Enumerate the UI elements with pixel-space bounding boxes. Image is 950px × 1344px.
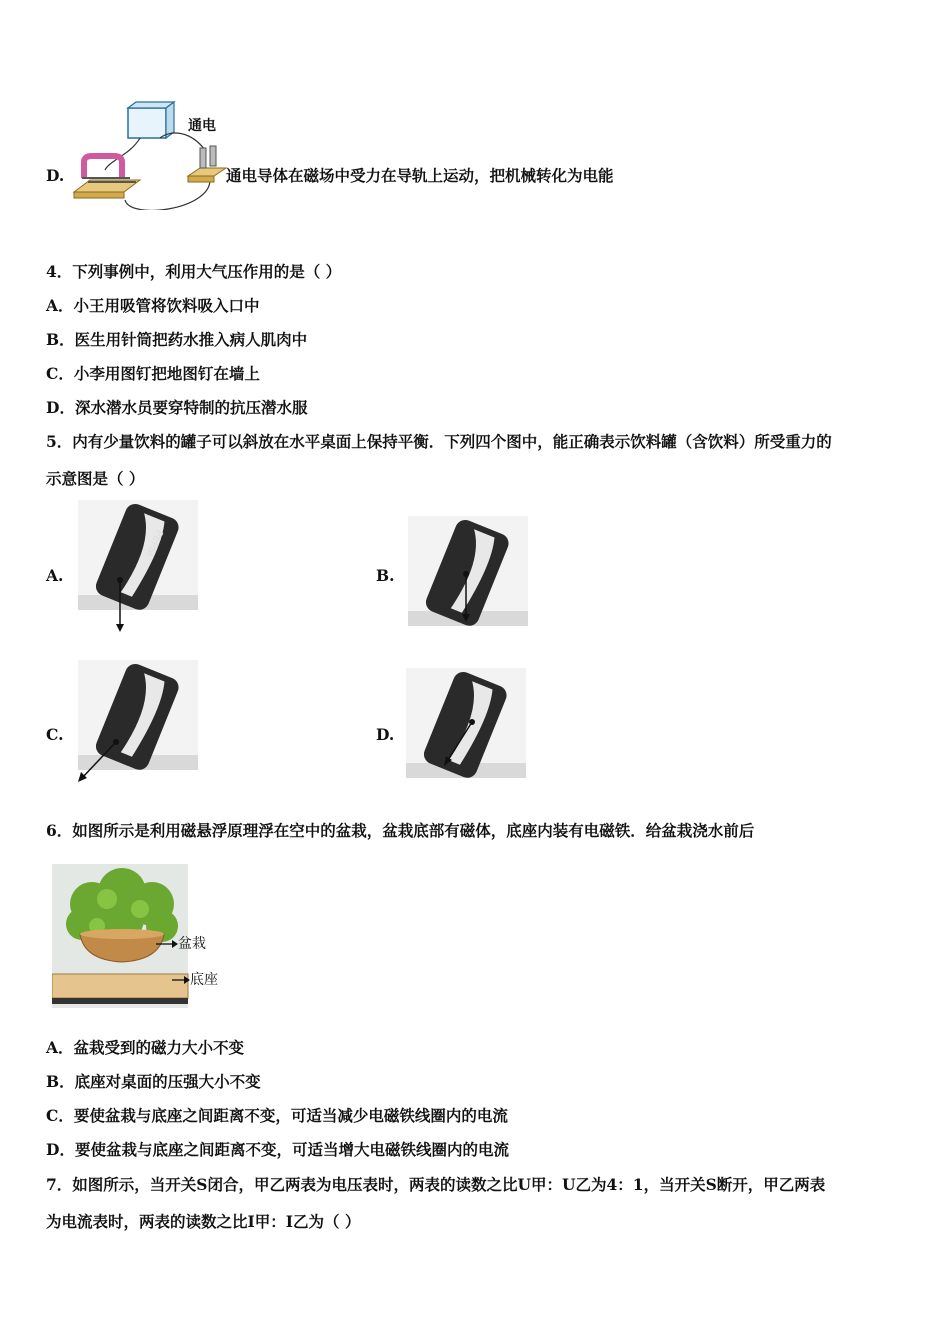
- q6-label-base: 底座: [190, 972, 218, 988]
- q7-stem-line1: 7．如图所示，当开关S闭合，甲乙两表为电压表时，两表的读数之比U甲：U乙为4：1，当开关S断开，甲乙两表: [46, 1175, 826, 1194]
- option-letter: A．: [46, 296, 74, 315]
- q3-figure-label: 通电: [188, 118, 216, 134]
- q5-option-b-label: B.: [376, 566, 395, 585]
- q6-plant-figure: [52, 864, 232, 1010]
- option-text: 要使盆栽与底座之间距离不变，可适当增大电磁铁线圈内的电流: [74, 1140, 509, 1159]
- option-text: 深水潜水员要穿特制的抗压潜水服: [74, 398, 308, 417]
- q5-option-d-label: D.: [376, 725, 395, 744]
- q3-option-d-letter: D.: [46, 166, 65, 185]
- q5-stem-line1: 5．内有少量饮料的罐子可以斜放在水平桌面上保持平衡．下列四个图中，能正确表示饮料罐（含饮料）所受重力的: [46, 432, 832, 451]
- q4-option-a: [46, 296, 260, 316]
- q3-apparatus-figure: [70, 100, 230, 210]
- option-letter: B．: [46, 1072, 75, 1091]
- q6-option-c: [46, 1106, 508, 1126]
- option-letter: D．: [46, 1140, 75, 1159]
- q4-option-d: [46, 398, 307, 418]
- option-letter: C．: [46, 364, 74, 383]
- q5-stem-line2: 示意图是（ ）: [46, 469, 145, 488]
- q5-can-image-d: [406, 668, 528, 780]
- q6-label-pot: 盆栽: [178, 936, 206, 952]
- option-letter: D．: [46, 398, 75, 417]
- q6-option-d: [46, 1140, 509, 1160]
- option-text: 底座对桌面的压强大小不变: [74, 1072, 261, 1091]
- q5-can-image-a: [78, 500, 200, 635]
- q3-option-d-text: 通电导体在磁场中受力在导轨上运动，把机械转化为电能: [226, 166, 614, 185]
- q5-option-c-label: C.: [46, 725, 64, 744]
- q5-option-a-label: A.: [46, 566, 64, 585]
- q7-stem-line2: 为电流表时，两表的读数之比I甲：I乙为（ ）: [46, 1212, 361, 1231]
- option-text: 小李用图钉把地图钉在墙上: [73, 364, 260, 383]
- q4-option-b: [46, 330, 307, 350]
- option-letter: C．: [46, 1106, 74, 1125]
- option-text: 盆栽受到的磁力大小不变: [73, 1038, 245, 1057]
- option-letter: B．: [46, 330, 75, 349]
- q5-can-image-c: [76, 660, 200, 786]
- q5-can-image-b: [408, 516, 530, 628]
- option-text: 要使盆栽与底座之间距离不变，可适当减少电磁铁线圈内的电流: [73, 1106, 508, 1125]
- svg-text:PEPSI: PEPSI: [143, 528, 165, 558]
- q6-stem: 6．如图所示是利用磁悬浮原理浮在空中的盆栽，盆栽底部有磁体，底座内装有电磁铁．给盆栽浇水前后: [46, 821, 755, 840]
- q6-option-b: [46, 1072, 261, 1092]
- option-text: 小王用吸管将饮料吸入口中: [73, 296, 260, 315]
- q6-option-a: [46, 1038, 244, 1058]
- option-letter: A．: [46, 1038, 74, 1057]
- q4-option-c: [46, 364, 260, 384]
- q4-stem: 4．下列事例中，利用大气压作用的是（ ）: [46, 262, 342, 281]
- option-text: 医生用针筒把药水推入病人肌肉中: [74, 330, 308, 349]
